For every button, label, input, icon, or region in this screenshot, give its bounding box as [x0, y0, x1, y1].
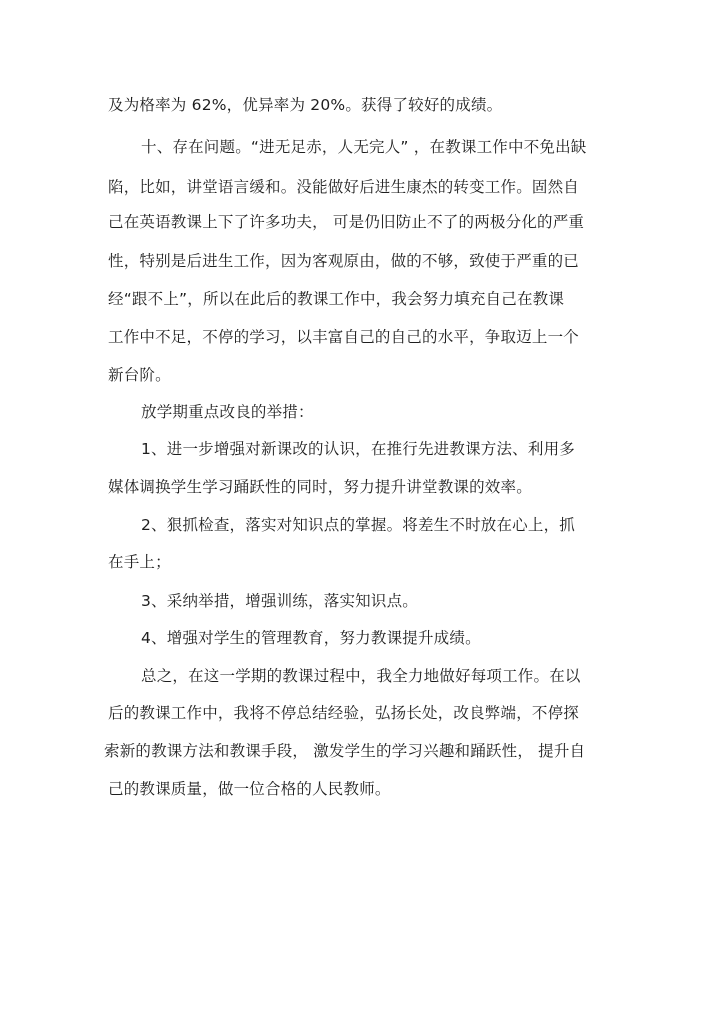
text-line: 3、采纳举措，增强训练，落实知识点。 — [141, 592, 418, 610]
text-line: 总之，在这一学期的教课过程中，我全力地做好每项工作。在以 — [141, 667, 581, 685]
text-line: 2、狠抓检查，落实对知识点的掌握。将差生不时放在心上，抓 — [141, 516, 575, 534]
text-line: 经“跟不上”，所以在此后的教课工作中，我会努力填充自己在教课 — [108, 290, 565, 308]
text-line: 新台阶。 — [108, 366, 171, 384]
text-line: 陷，比如，讲堂语言缓和。没能做好后进生康杰的转变工作。固然自 — [108, 178, 580, 196]
text-line: 后的教课工作中，我将不停总结经验，弘扬长处，改良弊端，不停探 — [108, 704, 580, 722]
text-line: 及为格率为 62%，优异率为 20%。获得了较好的成绩。 — [108, 96, 503, 114]
text-line: 十、存在问题。“进无足赤，人无完人” ，在教课工作中不免出缺 — [141, 138, 587, 156]
text-line: 己在英语教课上下了许多功夫， 可是仍旧防止不了的两极分化的严重 — [108, 213, 585, 231]
text-line: 4、增强对学生的管理教育，努力教课提升成绩。 — [141, 629, 481, 647]
text-line: 媒体调换学生学习踊跃性的同时，努力提升讲堂教课的效率。 — [108, 478, 532, 496]
text-line: 己的教课质量，做一位合格的人民教师。 — [108, 780, 391, 798]
text-line: 索新的教课方法和教课手段， 激发学生的学习兴趣和踊跃性， 提升自 — [104, 742, 586, 760]
text-line: 在手上； — [108, 553, 171, 571]
text-line: 放学期重点改良的举措： — [141, 403, 314, 421]
text-line: 1、进一步增强对新课改的认识，在推行先进教课方法、利用多 — [141, 440, 575, 458]
text-line: 性，特别是后进生工作，因为客观原由，做的不够，致使于严重的已 — [108, 252, 580, 270]
text-line: 工作中不足，不停的学习，以丰富自己的自己的水平，争取迈上一个 — [108, 328, 580, 346]
